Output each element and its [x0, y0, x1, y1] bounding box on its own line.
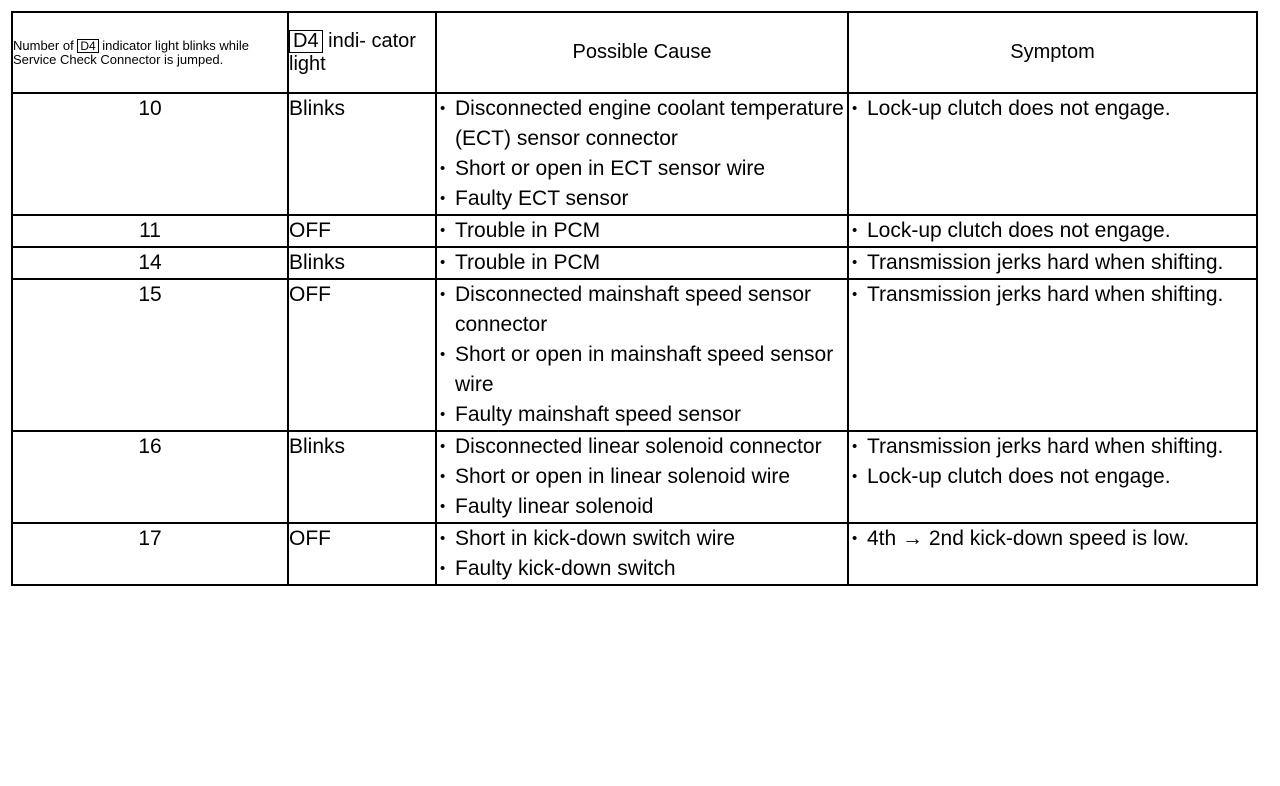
blink-count-cell: 10 — [12, 93, 288, 215]
header-blink-count-pre: Number of — [13, 37, 74, 53]
cause-item: • Short or open in mainshaft speed sensor wire — [437, 340, 847, 400]
cause-item: • Short or open in linear solenoid wire — [437, 462, 847, 492]
possible-cause-cell — [436, 523, 848, 585]
indicator-state-cell: OFF — [288, 523, 436, 585]
header-indicator-post: indi- cator light — [289, 29, 416, 75]
header-row — [12, 12, 1257, 93]
blink-count-cell: 16 — [12, 431, 288, 523]
cause-list — [437, 432, 847, 522]
table-row — [12, 523, 1257, 585]
header-blink-count-post: indicator light blinks while Service Check Connector is jumped. — [13, 37, 249, 68]
table-row — [12, 279, 1257, 431]
cause-item: • Trouble in PCM — [437, 248, 847, 278]
symptom-item: • Lock-up clutch does not engage. — [849, 94, 1256, 124]
symptom-cell — [848, 247, 1257, 279]
cause-list — [437, 524, 847, 584]
indicator-state-cell: Blinks — [288, 247, 436, 279]
symptom-item: • Transmission jerks hard when shifting. — [849, 432, 1256, 462]
indicator-state-cell: OFF — [288, 279, 436, 431]
cause-item: • Disconnected mainshaft speed sensor connector — [437, 280, 847, 340]
indicator-state-cell: Blinks — [288, 93, 436, 215]
blink-count-cell: 11 — [12, 215, 288, 247]
table-row — [12, 215, 1257, 247]
symptom-list — [849, 432, 1256, 492]
cause-item: • Disconnected engine coolant temperature (ECT) sensor connector — [437, 94, 847, 154]
table-row — [12, 93, 1257, 215]
cause-item: • Faulty kick-down switch — [437, 554, 847, 584]
symptom-list — [849, 248, 1256, 278]
symptom-item: • 4th → 2nd kick-down speed is low. — [849, 524, 1256, 554]
cause-item: • Disconnected linear solenoid connector — [437, 432, 847, 462]
symptom-cell — [848, 93, 1257, 215]
symptom-item: • Transmission jerks hard when shifting. — [849, 248, 1256, 278]
d4-indicator-tag: D4 — [77, 39, 98, 54]
cause-list — [437, 248, 847, 278]
symptom-cell — [848, 523, 1257, 585]
symptom-cell — [848, 431, 1257, 523]
table-row — [12, 431, 1257, 523]
cause-item: • Faulty ECT sensor — [437, 184, 847, 214]
cause-list — [437, 280, 847, 430]
possible-cause-cell — [436, 93, 848, 215]
header-blink-count — [12, 12, 288, 93]
trouble-code-table — [11, 11, 1258, 586]
symptom-item: • Lock-up clutch does not engage. — [849, 216, 1256, 246]
symptom-list — [849, 280, 1256, 310]
blink-count-cell: 15 — [12, 279, 288, 431]
possible-cause-cell — [436, 279, 848, 431]
possible-cause-cell — [436, 247, 848, 279]
cause-list — [437, 216, 847, 246]
cause-item: • Faulty linear solenoid — [437, 492, 847, 522]
symptom-cell — [848, 279, 1257, 431]
cause-list — [437, 94, 847, 214]
header-symptom: Symptom — [848, 12, 1257, 93]
header-possible-cause: Possible Cause — [436, 12, 848, 93]
d4-indicator-tag: D4 — [289, 30, 323, 53]
symptom-item: • Transmission jerks hard when shifting. — [849, 280, 1256, 310]
symptom-item: • Lock-up clutch does not engage. — [849, 462, 1256, 492]
blink-count-cell: 17 — [12, 523, 288, 585]
symptom-list — [849, 94, 1256, 124]
blink-count-cell: 14 — [12, 247, 288, 279]
cause-item: • Short or open in ECT sensor wire — [437, 154, 847, 184]
symptom-list — [849, 216, 1256, 246]
indicator-state-cell: Blinks — [288, 431, 436, 523]
header-indicator-light — [288, 12, 436, 93]
symptom-cell — [848, 215, 1257, 247]
table-row — [12, 247, 1257, 279]
possible-cause-cell — [436, 431, 848, 523]
possible-cause-cell — [436, 215, 848, 247]
cause-item: • Short in kick-down switch wire — [437, 524, 847, 554]
symptom-list — [849, 524, 1256, 554]
cause-item: • Trouble in PCM — [437, 216, 847, 246]
cause-item: • Faulty mainshaft speed sensor — [437, 400, 847, 430]
indicator-state-cell: OFF — [288, 215, 436, 247]
